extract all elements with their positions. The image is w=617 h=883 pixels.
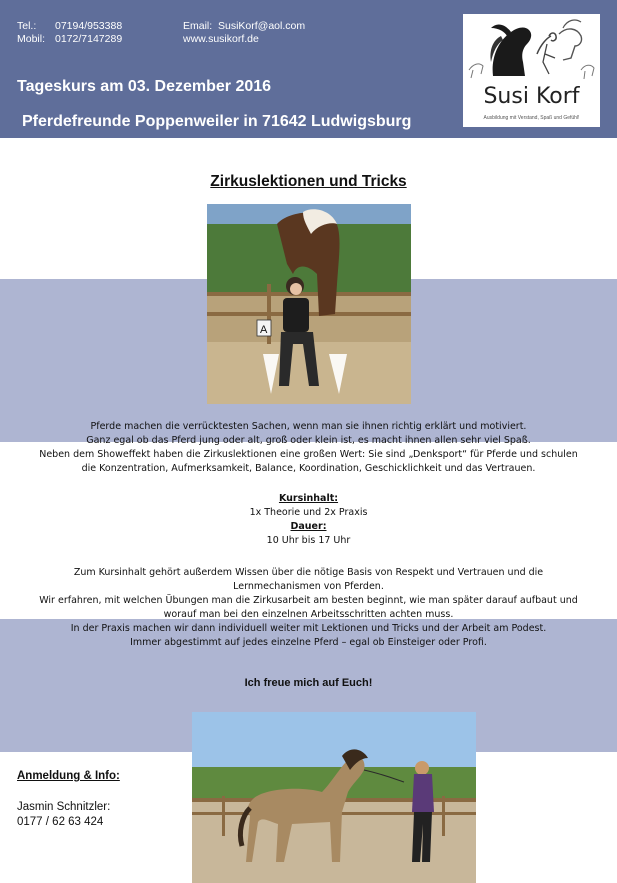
- course-location: Pferdefreunde Poppenweiler in 71642 Ludwigsburg: [22, 113, 412, 130]
- tel-value: 07194/953388: [55, 20, 123, 32]
- tel-line: [17, 20, 122, 33]
- details-line: Zum Kursinhalt gehört außerdem Wissen über die nötige Basis von Respekt und Vertrauen und die: [73, 567, 544, 578]
- logo-tagline: Ausbildung mit Verstand, Spaß und Gefühl!: [483, 115, 580, 121]
- dauer-heading: Dauer:: [290, 521, 327, 532]
- intro-line: Neben dem Showeffekt haben die Zirkuslektionen eine großen Wert: Sie sind „Denksport“ für Pferde und schulen: [39, 449, 578, 460]
- contact-phone: 0177 / 62 63 424: [17, 816, 104, 828]
- details-text: [0, 566, 617, 650]
- intro-line: Pferde machen die verrücktesten Sachen, wenn man sie ihnen richtig erklärt und motiviert.: [90, 421, 527, 432]
- registration-info: [17, 769, 120, 830]
- web-line: [183, 33, 259, 46]
- tel-label: Tel.:: [17, 20, 37, 32]
- email-label: Email:: [183, 20, 213, 32]
- details-line: worauf man bei den einzelnen Arbeitsschritten achten muss.: [163, 609, 454, 620]
- email-line: [183, 20, 305, 33]
- details-line: Immer abgestimmt auf jedes einzelne Pferd – egal ob Einsteiger oder Profi.: [130, 637, 487, 648]
- course-info: [0, 492, 617, 548]
- page-title: Zirkuslektionen und Tricks: [210, 173, 407, 190]
- kursinhalt-value: 1x Theorie und 2x Praxis: [249, 507, 368, 518]
- horse-logo-icon: [463, 14, 600, 84]
- details-line: Lernmechanismen von Pferden.: [233, 581, 384, 592]
- registration-heading: Anmeldung & Info:: [17, 770, 120, 782]
- details-line: Wir erfahren, mit welchen Übungen man die Zirkusarbeit am besten beginnt, wie man später darauf aufbaut und: [39, 595, 578, 606]
- details-line: In der Praxis machen wir dann individuell weiter mit Lektionen und Tricks und der Arbeit am Podest.: [70, 623, 547, 634]
- intro-line: Ganz egal ob das Pferd jung oder alt, groß oder klein ist, es macht ihnen allen sehr viel Spaß.: [86, 435, 531, 446]
- photo-pony-with-handler: [192, 712, 476, 883]
- photo-woman-with-horse: [207, 204, 411, 404]
- dauer-value: 10 Uhr bis 17 Uhr: [266, 535, 351, 546]
- email-value: SusiKorf@aol.com: [218, 20, 306, 32]
- intro-line: die Konzentration, Aufmerksamkeit, Balance, Koordination, Geschicklichkeit und das Vertrauen.: [81, 463, 536, 474]
- web-value: www.susikorf.de: [183, 33, 259, 45]
- closing-line: Ich freue mich auf Euch!: [244, 677, 373, 689]
- mobil-value: 0172/7147289: [55, 33, 123, 45]
- svg-text:A: A: [260, 324, 268, 336]
- intro-text: [0, 420, 617, 476]
- mobil-line: [17, 33, 122, 46]
- header-banner: [0, 0, 617, 138]
- logo-name: Susi Korf: [483, 84, 580, 109]
- contact-name: Jasmin Schnitzler:: [17, 801, 111, 813]
- kursinhalt-heading: Kursinhalt:: [278, 493, 339, 504]
- course-headline: Tageskurs am 03. Dezember 2016: [17, 78, 272, 95]
- logo: [463, 14, 600, 127]
- mobil-label: Mobil:: [17, 33, 46, 45]
